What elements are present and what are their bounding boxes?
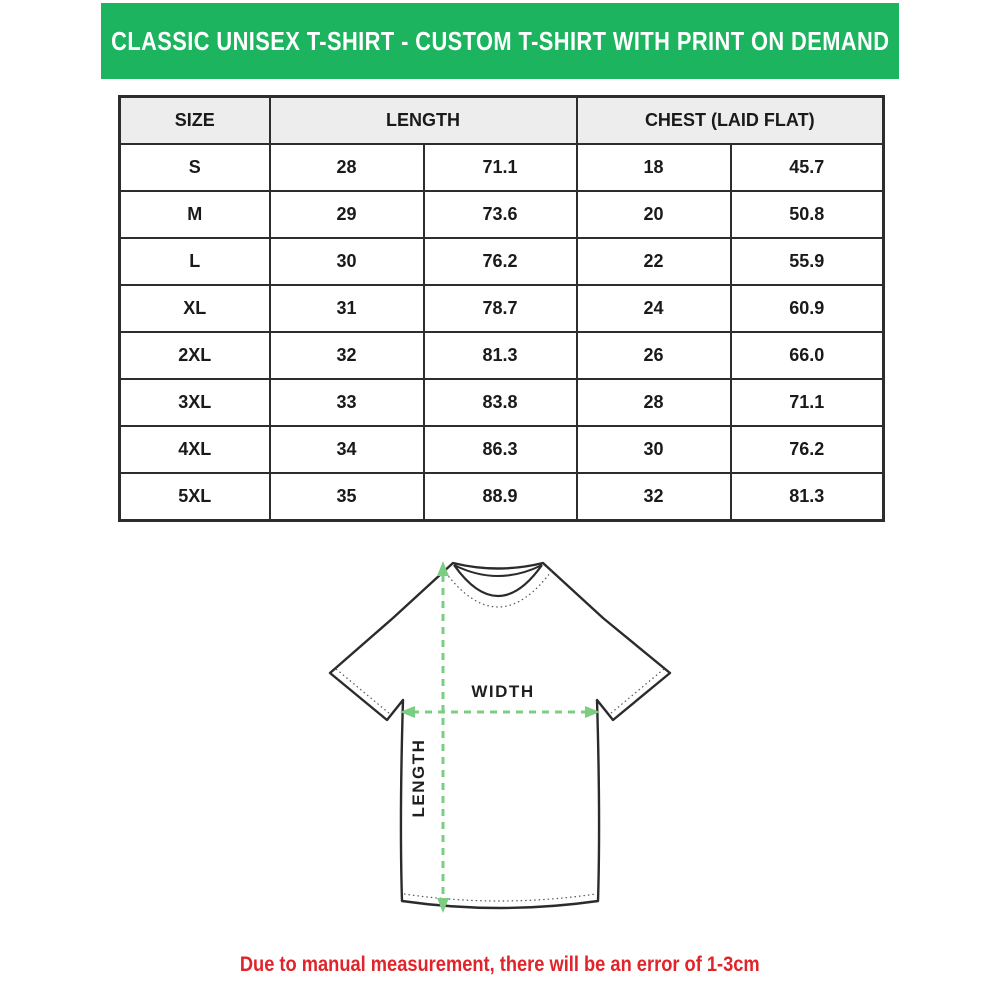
title-banner bbox=[101, 3, 899, 79]
size-cell: 2XL bbox=[120, 332, 270, 379]
measurement-note-text: Due to manual measurement, there will be an error of 1-3cm bbox=[240, 953, 760, 976]
length-in-cell: 34 bbox=[270, 426, 424, 473]
length-in-cell: 31 bbox=[270, 285, 424, 332]
length-in-cell: 32 bbox=[270, 332, 424, 379]
table-row bbox=[120, 332, 884, 379]
chest-cm-cell: 45.7 bbox=[731, 144, 884, 191]
chest-in-cell: 30 bbox=[577, 426, 731, 473]
length-cm-cell: 86.3 bbox=[424, 426, 577, 473]
length-cm-cell: 83.8 bbox=[424, 379, 577, 426]
chest-in-cell: 32 bbox=[577, 473, 731, 521]
size-cell: 4XL bbox=[120, 426, 270, 473]
chest-in-cell: 28 bbox=[577, 379, 731, 426]
chest-in-cell: 26 bbox=[577, 332, 731, 379]
length-cm-cell: 81.3 bbox=[424, 332, 577, 379]
length-in-cell: 35 bbox=[270, 473, 424, 521]
table-row bbox=[120, 426, 884, 473]
chest-in-cell: 22 bbox=[577, 238, 731, 285]
measurement-note bbox=[0, 948, 1000, 982]
length-in-cell: 30 bbox=[270, 238, 424, 285]
size-cell: XL bbox=[120, 285, 270, 332]
size-cell: S bbox=[120, 144, 270, 191]
length-in-cell: 28 bbox=[270, 144, 424, 191]
size-cell: M bbox=[120, 191, 270, 238]
table-row bbox=[120, 379, 884, 426]
table-row bbox=[120, 238, 884, 285]
table-row bbox=[120, 144, 884, 191]
length-cm-cell: 71.1 bbox=[424, 144, 577, 191]
table-header-row bbox=[120, 97, 884, 145]
tshirt-outline bbox=[330, 563, 670, 908]
size-table bbox=[118, 95, 885, 522]
chest-cm-cell: 71.1 bbox=[731, 379, 884, 426]
chest-cm-cell: 50.8 bbox=[731, 191, 884, 238]
chest-in-cell: 18 bbox=[577, 144, 731, 191]
length-cm-cell: 88.9 bbox=[424, 473, 577, 521]
length-cm-cell: 76.2 bbox=[424, 238, 577, 285]
page-title: CLASSIC UNISEX T-SHIRT - CUSTOM T-SHIRT WITH PRINT ON DEMAND bbox=[110, 25, 890, 56]
size-cell: L bbox=[120, 238, 270, 285]
chest-in-cell: 20 bbox=[577, 191, 731, 238]
chest-cm-cell: 76.2 bbox=[731, 426, 884, 473]
table-row bbox=[120, 191, 884, 238]
length-cm-cell: 73.6 bbox=[424, 191, 577, 238]
length-cm-cell: 78.7 bbox=[424, 285, 577, 332]
chest-cm-cell: 81.3 bbox=[731, 473, 884, 521]
header-length: LENGTH bbox=[270, 97, 577, 145]
header-size: SIZE bbox=[120, 97, 270, 145]
table-row bbox=[120, 285, 884, 332]
header-chest: CHEST (LAID FLAT) bbox=[577, 97, 884, 145]
size-cell: 5XL bbox=[120, 473, 270, 521]
table-row bbox=[120, 473, 884, 521]
length-label: LENGTH bbox=[409, 738, 428, 818]
chest-cm-cell: 55.9 bbox=[731, 238, 884, 285]
length-in-cell: 29 bbox=[270, 191, 424, 238]
chest-in-cell: 24 bbox=[577, 285, 731, 332]
size-cell: 3XL bbox=[120, 379, 270, 426]
tshirt-measurement-diagram bbox=[300, 545, 700, 945]
width-label: WIDTH bbox=[471, 682, 535, 701]
chest-cm-cell: 60.9 bbox=[731, 285, 884, 332]
length-in-cell: 33 bbox=[270, 379, 424, 426]
chest-cm-cell: 66.0 bbox=[731, 332, 884, 379]
